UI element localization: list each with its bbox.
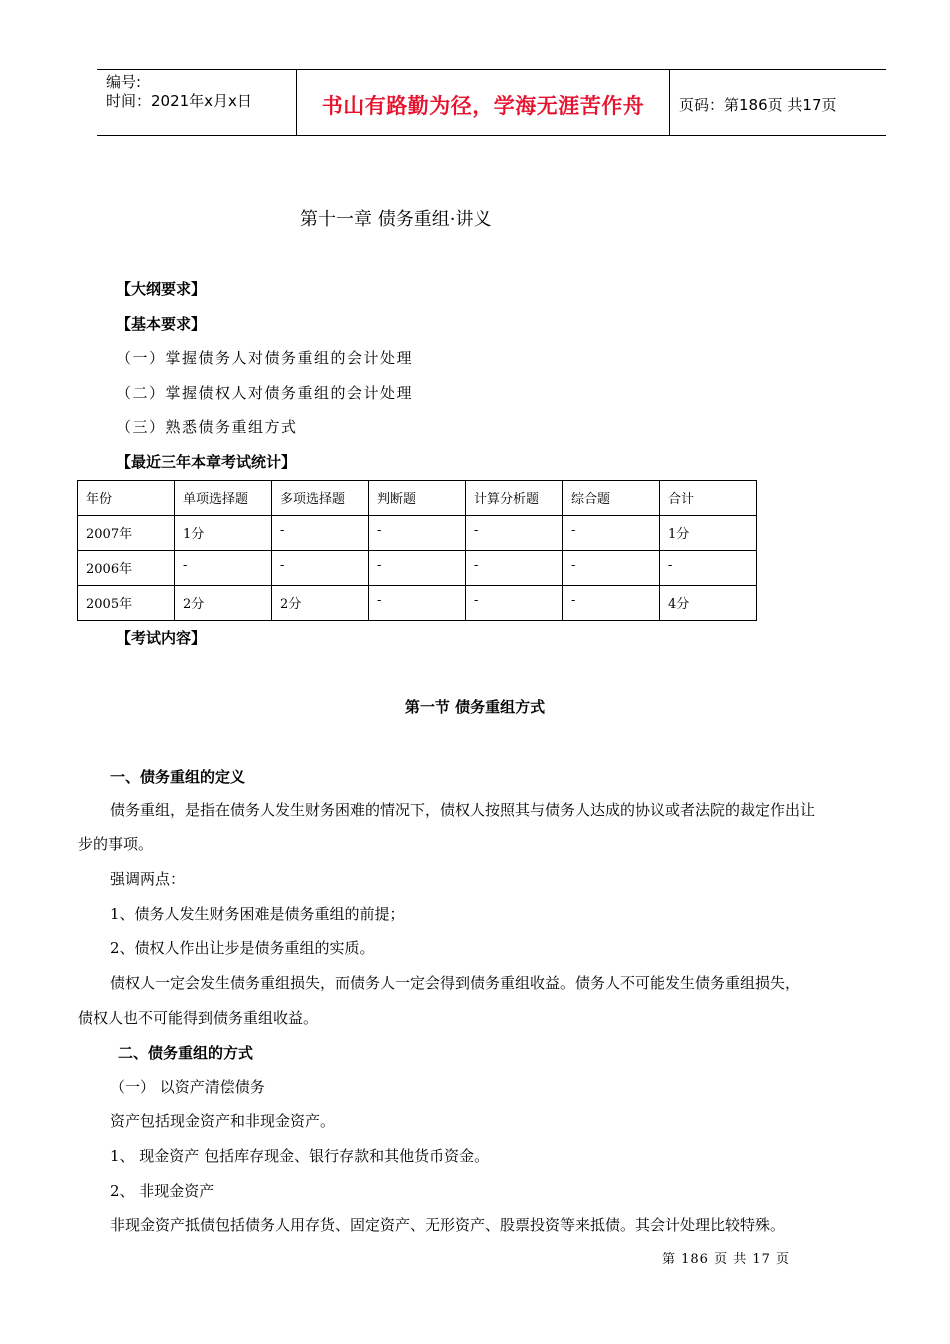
noncash-desc-text: 非现金资产抵债包括债务人用存货、固定资产、无形资产、股票投资等来抵债。其会计处理比较特殊。: [110, 1216, 786, 1234]
table-cell: -: [466, 586, 563, 621]
table-cell: -: [563, 516, 660, 551]
table-row: [78, 516, 757, 551]
point-item: 2、债权人作出让步是债务重组的实质。: [110, 939, 375, 957]
note-text-cont: 债权人也不可能得到债务重组收益。: [78, 1009, 319, 1027]
table-cell: -: [369, 516, 466, 551]
point-item: 1、债务人发生财务困难是债务重组的前提；: [110, 905, 405, 923]
header-page-label: 页码：第186页 共17页: [679, 96, 837, 114]
table-cell: 2006年: [78, 551, 175, 586]
stats-heading: 【最近三年本章考试统计】: [116, 453, 297, 471]
header-number-label: 编号:: [106, 73, 142, 91]
exam-stats-table: [77, 480, 757, 621]
table-header-cell: 多项选择题: [272, 481, 369, 516]
part1-heading: 一、债务重组的定义: [110, 768, 246, 786]
definition-text-cont: 步的事项。: [78, 835, 154, 853]
table-row: [78, 586, 757, 621]
table-cell: -: [175, 551, 272, 586]
definition-text: 债务重组，是指在债务人发生财务困难的情况下，债权人按照其与债务人达成的协议或者法院的裁定作出让: [110, 801, 816, 819]
section-title: 第一节 债务重组方式: [404, 698, 546, 716]
table-cell: 2分: [175, 586, 272, 621]
table-header-row: [78, 481, 757, 516]
table-cell: -: [563, 586, 660, 621]
table-header-cell: 合计: [660, 481, 757, 516]
table-cell: -: [369, 586, 466, 621]
page-title: 第十一章 债务重组·讲义: [300, 209, 492, 230]
emphasis-text: 强调两点：: [110, 870, 186, 888]
part2-heading: 二、债务重组的方式: [118, 1044, 254, 1062]
table-cell: 2005年: [78, 586, 175, 621]
table-header-cell: 计算分析题: [466, 481, 563, 516]
header-time-label: 时间：2021年x月x日: [106, 92, 252, 110]
table-header-cell: 综合题: [563, 481, 660, 516]
header-motto: 书山有路勤为径，学海无涯苦作舟: [321, 94, 645, 118]
table-cell: -: [272, 551, 369, 586]
requirement-item: （三）熟悉债务重组方式: [116, 418, 298, 436]
table-header-cell: 判断题: [369, 481, 466, 516]
cash-assets-text: 1、 现金资产 包括库存现金、银行存款和其他货币资金。: [110, 1147, 490, 1165]
noncash-assets-text: 2、 非现金资产: [110, 1182, 215, 1200]
requirement-item: （二）掌握债权人对债务重组的会计处理: [116, 384, 414, 402]
table-header-cell: 单项选择题: [175, 481, 272, 516]
requirement-item: （一）掌握债务人对债务重组的会计处理: [116, 349, 414, 367]
table-cell: -: [660, 551, 757, 586]
table-cell: 4分: [660, 586, 757, 621]
page-footer: 第 186 页 共 17 页: [662, 1252, 791, 1267]
header-top-rule: [97, 69, 886, 70]
table-cell: -: [369, 551, 466, 586]
basic-heading: 【基本要求】: [116, 315, 207, 333]
sub-heading: （一） 以资产清偿债务: [110, 1078, 265, 1096]
outline-heading: 【大纲要求】: [116, 280, 207, 298]
table-cell: 2分: [272, 586, 369, 621]
note-text: 债权人一定会发生债务重组损失，而债务人一定会得到债务重组收益。债务人不可能发生债务重组损失，: [110, 974, 801, 992]
table-header-cell: 年份: [78, 481, 175, 516]
table-row: [78, 551, 757, 586]
content-heading: 【考试内容】: [116, 629, 207, 647]
table-cell: 1分: [660, 516, 757, 551]
assets-text: 资产包括现金资产和非现金资产。: [110, 1112, 336, 1130]
table-cell: -: [466, 516, 563, 551]
table-cell: -: [563, 551, 660, 586]
header-bottom-rule: [97, 135, 886, 136]
header-divider-right: [669, 69, 670, 136]
table-cell: -: [272, 516, 369, 551]
table-cell: -: [466, 551, 563, 586]
table-cell: 1分: [175, 516, 272, 551]
table-cell: 2007年: [78, 516, 175, 551]
